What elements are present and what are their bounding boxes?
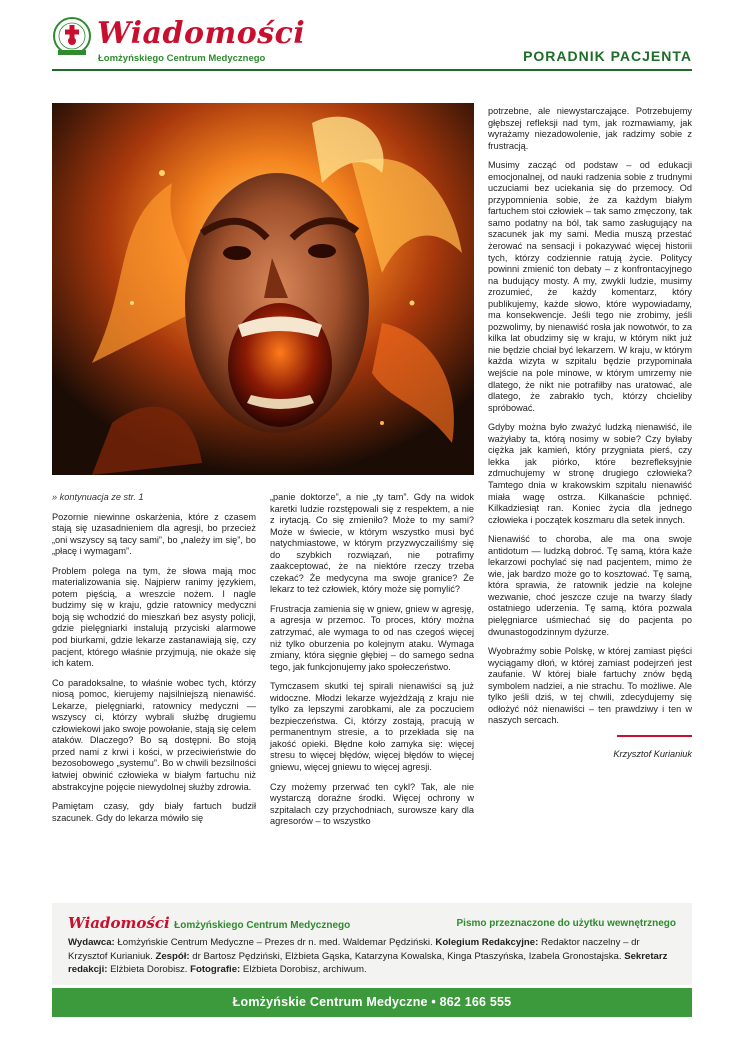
footer-brand	[68, 915, 350, 934]
article-paragraph: Tymczasem skutki tej spirali nienawiści są już widoczne. Młodzi lekarze wyjeżdżają z kraju nie tylko za lepszymi zarobkami, ale za poczuciem bezpieczeństwa. Ci, którzy zostają, pracują w permanentnym stresie, a to przekłada się na jakość opieki. Błędne koło zamyka się: więcej stresu to więcej błędów, więcej błędów to więcej gniewu, więcej gniewu to więcej agresji.	[270, 681, 474, 773]
screaming-face-in-flames-icon	[52, 103, 474, 475]
board-text: Redaktor naczelny – dr Krzysztof Kurianiuk.	[68, 937, 640, 962]
article-column-3	[488, 106, 692, 768]
article-column-2	[270, 492, 474, 836]
footer-brand-subtitle: Łomżyńskiego Centrum Medycznego	[174, 920, 351, 931]
publisher-label: Wydawca:	[68, 937, 115, 948]
footer-credits-box	[52, 903, 692, 985]
page-header	[52, 16, 692, 68]
article-column-1	[52, 492, 256, 832]
article-paragraph: Frustracja zamienia się w gniew, gniew w agresję, a agresja w przemoc. To proces, który można zatrzymać, ale wymaga to od nas czegoś więcej niż tylko oburzenia po kolejnym ataku. Wymaga zmiany, która sięgnie głębiej – do samego sedna tego, jak funkcjonujemy jako społeczeństwo.	[270, 603, 474, 672]
article-paragraph: Gdyby można było zważyć ludzką nienawiść, ile ważyłaby ta, którą nosimy w sobie? Czy byłaby ciężka jak kamień, który przygniata pierś, czy lekka jak piórko, które bezrefleksyjnie zdmuchujemy w stronę drugiego człowieka? Tamtego dnia w krakowskim szpitalu nienawiść miała wagę ostrza. Kilkanaście pchnięć. Kilkadziesiąt ran. Koniec życia dla jednego człowieka i początek koszmaru dla setek innych.	[488, 422, 692, 525]
article-paragraph: Co paradoksalne, to właśnie wobec tych, którzy niosą pomoc, kierujemy najsilniejszą nienawiść. Lekarze, pielęgniarki, ratownicy medyczni — wszyscy ci, którzy wybrali służbę drugiemu człowiekowi jako swoje powołanie, stają się celem ataków. Dlaczego? Bo są dostępni. Bo stoją przed nami z krwi i kości, w przeciwieństwie do bezosobowego „systemu”. Bo w chwili bezsilności łatwiej obwinić człowieka w białym fartuchu niż abstrakcyjne pojęcie niewydolnej służby zdrowia.	[52, 677, 256, 792]
footer-notice: Pismo przeznaczone do użytku wewnętrznego	[456, 918, 676, 929]
article-paragraph: Pozornie niewinne oskarżenia, które z czasem stają się uzasadnieniem dla agresji, bo przecież „oni wszyscy są tacy sami”, bo „należy im się”, bo „płacę i wymagam”.	[52, 511, 256, 557]
continuation-note: » kontynuacja ze str. 1	[52, 492, 144, 502]
board-label: Kolegium Redakcyjne:	[435, 937, 539, 948]
section-label: PORADNIK PACJENTA	[523, 48, 692, 64]
hospital-seal-icon	[52, 16, 92, 58]
article-paragraph: Czy możemy przerwać ten cykl? Tak, ale nie wystarczą doraźne środki. Więcej ochrony w szpitalach czy przychodniach, surowsze kary dla agresorów – to wszystko	[270, 781, 474, 827]
footer-contact-band: Łomżyńskie Centrum Medyczne • 862 166 555	[52, 988, 692, 1017]
article-photo	[52, 103, 474, 475]
secretary-label: Sekretarz redakcji:	[68, 950, 668, 975]
photos-text: Elżbieta Dorobisz, archiwum.	[242, 964, 367, 975]
team-text: dr Bartosz Pędziński, Elżbieta Gąska, Katarzyna Kowalska, Kinga Ptaszyńska, Izabela Gronostajska.	[192, 950, 622, 962]
brand-title: Wiadomości	[97, 16, 306, 51]
article-author: Krzysztof Kurianiuk	[613, 748, 692, 759]
article-paragraph: Wyobraźmy sobie Polskę, w której zamiast pięści wyciągamy dłoń, w której zamiast podejrzeń jest zaufanie. W której białe fartuchy znów będą symbolem nadziei, a nie strachu. To możliwe. Ale tylko jeśli dziś, w tej chwili, zdecydujemy się odłożyć nóż nienawiści – ten prawdziwy i ten w naszych sercach.	[488, 646, 692, 726]
author-divider	[617, 735, 692, 737]
article-paragraph: Problem polega na tym, że słowa mają moc materializowania się. Najpierw ranimy językiem, potem pięścią, a wreszcie nożem. I nagle budzimy się w kraju, gdzie ratownicy medyczni boją się wchodzić do mieszkań bez asysty policji, gdzie pielęgniarki instalują przyciski alarmowe pod biurkami, gdzie lekarze zastanawiają się, czy pacjent, którego właśnie przyjmują, nie okaże się ich katem.	[52, 565, 256, 669]
publisher-text: Łomżyńskie Centrum Medyczne – Prezes dr n. med. Waldemar Pędziński.	[117, 937, 433, 948]
article-paragraph: potrzebne, ale niewystarczające. Potrzebujemy głębszej refleksji nad tym, jak rozmawiamy, jak wyrażamy niezadowolenie, jak radzimy sobie z frustracją.	[488, 106, 692, 151]
footer-brand-title: Wiadomości	[68, 914, 170, 932]
secretary-text: Elżbieta Dorobisz.	[110, 964, 188, 975]
team-label: Zespół:	[155, 950, 190, 962]
article-paragraph: „panie doktorze”, a nie „ty tam”. Gdy na widok karetki ludzie rozstępowali się z respektem, a nie z irytacją. Co się zmieniło? Może to my sami? Może w świecie, w którym wszystko musi być natychmiastowe, w którym przyzwyczailiśmy się do szybkich rozwiązań, nie potrafimy zaakceptować, że na niektóre rzeczy trzeba czekać? Że medycyna ma swoje granice? Że lekarz to też człowiek, który może się pomylić?	[270, 492, 474, 595]
photos-label: Fotografie:	[190, 964, 241, 975]
brand-subtitle: Łomżyńskiego Centrum Medycznego	[98, 53, 266, 64]
footer-credits	[68, 936, 676, 977]
header-divider	[52, 69, 692, 71]
article-paragraph: Pamiętam czasy, gdy biały fartuch budził szacunek. Gdy do lekarza mówiło się	[52, 801, 256, 823]
article-paragraph: Nienawiść to choroba, ale ma ona swoje antidotum — ludzką dobroć. Tę samą, która każe lekarzowi pochylać się nad pacjentem, mimo że wie, jak bardzo może go to kosztować. Tę samą, która sprawia, że ratownik jedzie na kolejne wezwanie, choć jeszcze czuje na twarzy ślady ostatniego uderzenia. Tę samą, która pozwala pielęgniarce uśmiechać się do pacjenta po dwunastogodzinnym dyżurze.	[488, 534, 692, 637]
article-paragraph: Musimy zacząć od podstaw – od edukacji emocjonalnej, od nauki radzenia sobie z trudnymi uczuciami bez uciekania się do przemocy. Od przypomnienia sobie, że za każdym białym fartuchem stoi człowiek – tak samo zmęczony, tak samo podatny na ból, tak samo zasługujący na szacunek jak my sami. Media muszą przestać żerować na sensacji i pokazywać więcej historii tych, którzy codziennie ratują życie. Politycy powinni zmienić ton debaty – z konfrontacyjnego na budujący mosty. A my, zwykli ludzie, musimy zrozumieć, że każdy komentarz, który publikujemy, każde słowo, które wypowiadamy, ma konsekwencje. Jeśli tego nie zrobimy, jeśli pozwolimy, by nienawiść rosła jak nowotwór, to za kilka lat obudzimy się w kraju, w którym nikt już nie będzie chciał być lekarzem. W kraju, w którym każda wizyta w szpitalu będzie przypominała wejście na pole minowe, w którym umrzemy nie dlatego, że nikt nie potrafiłby nas uratować, ale dlatego, że zabrakło tych, którzy chcieliby spróbować.	[488, 160, 692, 413]
